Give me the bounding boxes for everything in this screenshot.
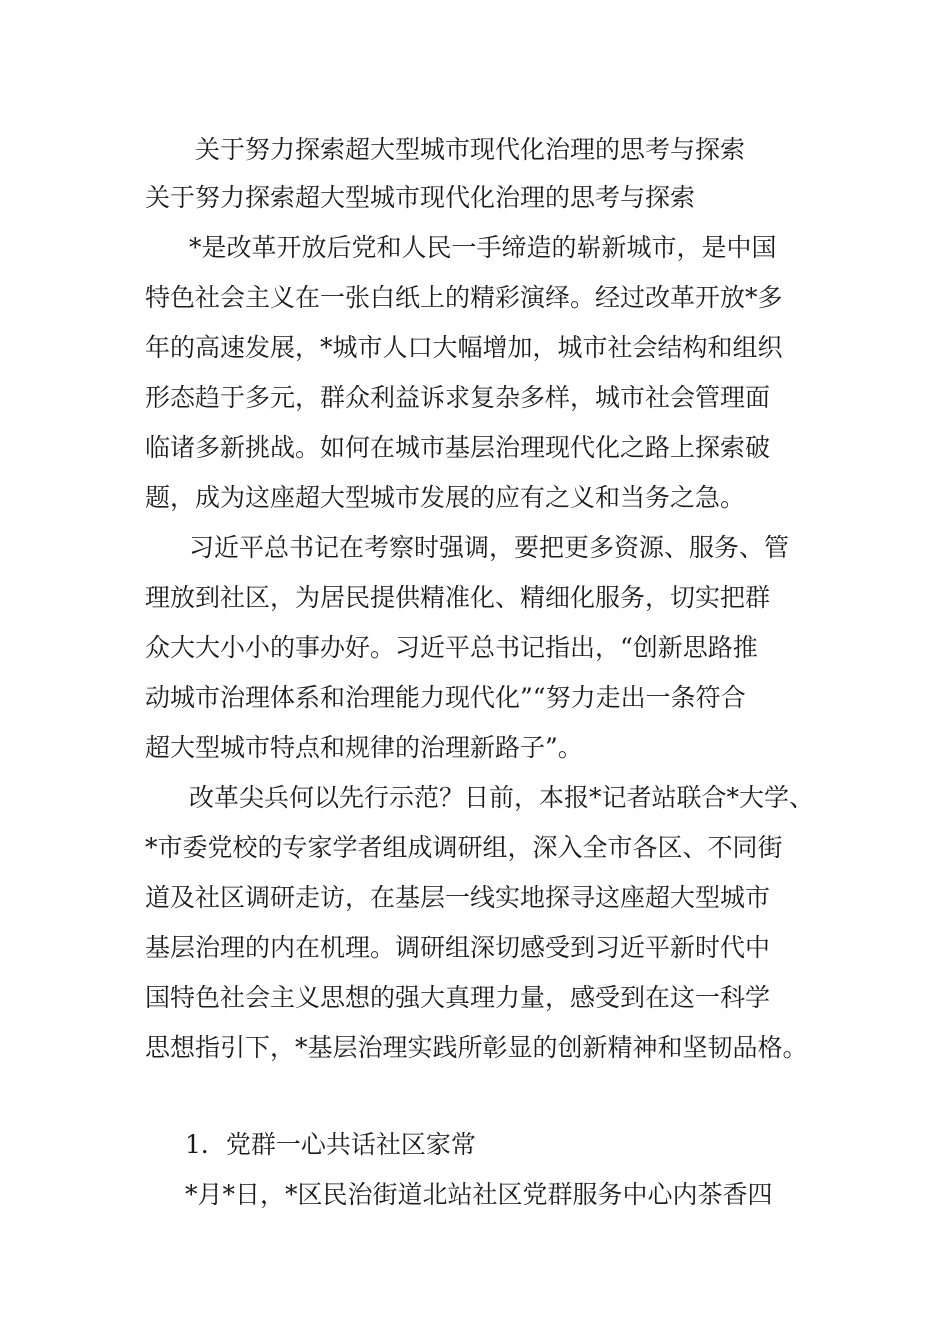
text-line: 关于努力探索超大型城市现代化治理的思考与探索 xyxy=(145,183,696,212)
section-heading: 1．党群一心共话社区家常 xyxy=(185,1130,476,1159)
text-line: 道及社区调研走访，在基层一线实地探寻这座超大型城市 xyxy=(145,883,771,912)
text-line: 基层治理的内在机理。调研组深切感受到习近平新时代中 xyxy=(145,933,771,962)
text-line: 特色社会主义在一张白纸上的精彩演绎。经过改革开放*多 xyxy=(145,283,783,312)
text-line: 临诸多新挑战。如何在城市基层治理现代化之路上探索破 xyxy=(145,433,771,462)
text-line: *月*日，*区民治街道北站社区党群服务中心内茶香四 xyxy=(185,1180,773,1209)
body-text-block-1 xyxy=(145,173,815,1073)
text-line: 众大大小小的事办好。习近平总书记指出，“创新思路推 xyxy=(145,633,758,662)
text-line: 国特色社会主义思想的强大真理力量，感受到在这一科学 xyxy=(145,983,771,1012)
text-line: 超大型城市特点和规律的治理新路子”。 xyxy=(145,733,583,762)
body-text-block-2 xyxy=(145,1120,815,1220)
document-title: 关于努力探索超大型城市现代化治理的思考与探索 xyxy=(195,135,746,164)
text-line: 改革尖兵何以先行示范？日前，本报*记者站联合*大学、 xyxy=(189,783,815,812)
text-line: 年的高速发展，*城市人口大幅增加，城市社会结构和组织 xyxy=(145,333,783,362)
text-line: 题，成为这座超大型城市发展的应有之义和当务之急。 xyxy=(145,483,746,512)
text-line: 习近平总书记在考察时强调，要把更多资源、服务、管 xyxy=(189,533,790,562)
text-line: 理放到社区，为居民提供精准化、精细化服务，切实把群 xyxy=(145,583,771,612)
text-line: *是改革开放后党和人民一手缔造的崭新城市，是中国 xyxy=(189,233,777,262)
text-line: 形态趋于多元，群众利益诉求复杂多样，城市社会管理面 xyxy=(145,383,771,412)
text-line: 思想指引下，*基层治理实践所彰显的创新精神和坚韧品格。 xyxy=(145,1033,808,1062)
text-line: 动城市治理体系和治理能力现代化”“努力走出一条符合 xyxy=(145,683,746,712)
text-line: *市委党校的专家学者组成调研组，深入全市各区、不同街 xyxy=(145,833,783,862)
